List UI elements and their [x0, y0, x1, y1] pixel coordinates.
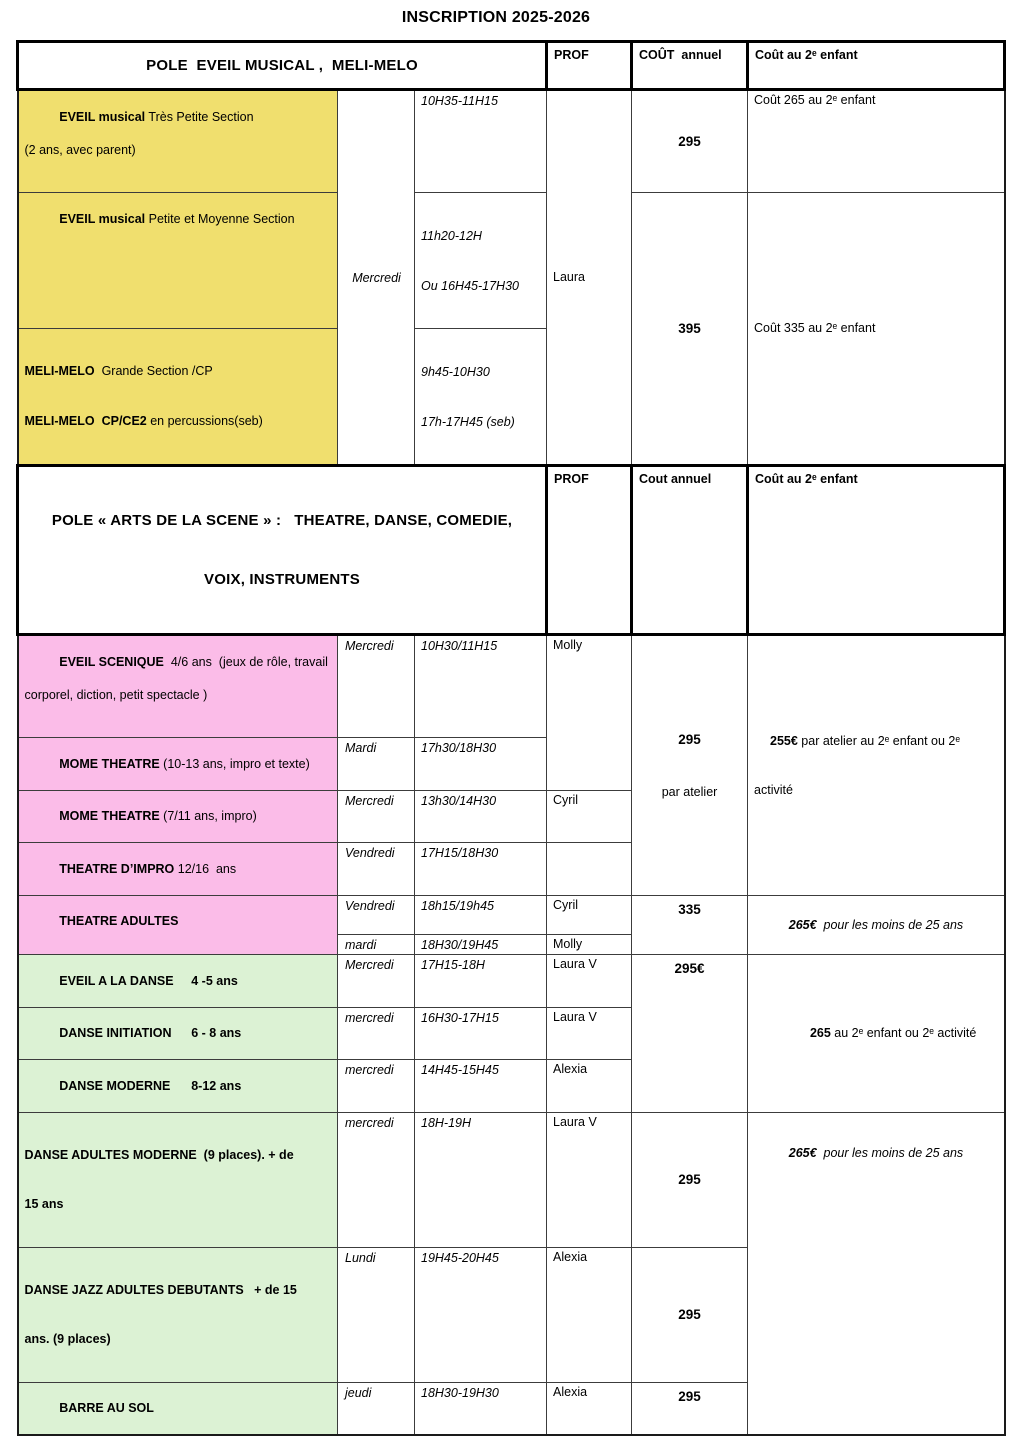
inscription-table — [16, 40, 1006, 1436]
cost-cell-295-jazz: 295 — [632, 1247, 748, 1382]
cost-cell-395: 395 — [632, 193, 748, 466]
time-cell-jazz: 19H45-20H45 — [415, 1247, 547, 1382]
prof-cell-laura-v-1: Laura V — [547, 955, 632, 1008]
second-child-cell-265-danse: 265 au 2ᵉ enfant ou 2ᵉ activité — [748, 955, 1005, 1113]
day-cell-adultes-mardi: mardi — [338, 934, 415, 955]
day-cell-moderne: mercredi — [338, 1060, 415, 1113]
day-cell-eveil-danse: Mercredi — [338, 955, 415, 1008]
time-cell-eveil-scenique: 10H30/11H15 — [415, 635, 547, 738]
day-cell-musical: Mercredi — [338, 90, 415, 466]
activity-mome-theatre-711: MOME THEATRE (7/11 ans, impro) — [18, 790, 338, 843]
time-cell-barre: 18H30-19H30 — [415, 1382, 547, 1435]
second-child-cell-265: Coût 265 au 2ᵉ enfant — [748, 90, 1005, 193]
prof-cell-laura: Laura — [547, 90, 632, 466]
day-cell-initiation: mercredi — [338, 1007, 415, 1060]
header1-cost-label: COÛT annuel — [632, 42, 748, 90]
second-child-cell-335: Coût 335 au 2ᵉ enfant — [748, 193, 1005, 466]
day-cell-mome-1013: Mardi — [338, 738, 415, 791]
activity-danse-moderne: DANSE MODERNE 8-12 ans — [18, 1060, 338, 1113]
cost-cell-295-atelier: 295 par atelier — [632, 635, 748, 896]
prof-cell-adultes-cyril: Cyril — [547, 895, 632, 934]
row-eveil-musical-pms — [18, 193, 1005, 329]
time-cell-initiation: 16H30-17H15 — [415, 1007, 547, 1060]
activity-danse-initiation: DANSE INITIATION 6 - 8 ans — [18, 1007, 338, 1060]
prof-cell-alexia-1: Alexia — [547, 1060, 632, 1113]
prof-cell-laura-v-3: Laura V — [547, 1112, 632, 1247]
header1-second-child-label: Coût au 2ᵉ enfant — [748, 42, 1005, 90]
section-title-scene: POLE « ARTS DE LA SCENE » : THEATRE, DANSE, COMEDIE, VOIX, INSTRUMENTS — [18, 466, 547, 635]
cost-cell-335: 335 — [632, 895, 748, 955]
cost-cell-295-barre: 295 — [632, 1382, 748, 1435]
activity-eveil-danse: EVEIL A LA DANSE 4 -5 ans — [18, 955, 338, 1008]
prof-cell-cyril: Cyril — [547, 790, 632, 843]
header2-prof-label: PROF — [547, 466, 632, 635]
time-cell-impro: 17H15/18H30 — [415, 843, 547, 896]
time-cell-tps: 10H35-11H15 — [415, 90, 547, 193]
activity-meli-melo: MELI-MELO Grande Section /CP MELI-MELO CP/CE2 en percussions(seb) — [18, 329, 338, 466]
activity-eveil-scenique: EVEIL SCENIQUE 4/6 ans (jeux de rôle, travail corporel, diction, petit spectacle ) — [18, 635, 338, 738]
time-cell-meli-melo: 9h45-10H30 17h-17H45 (seb) — [415, 329, 547, 466]
prof-cell-alexia-2: Alexia — [547, 1247, 632, 1382]
row-eveil-musical-tps — [18, 90, 1005, 193]
section-title-musical: POLE EVEIL MUSICAL , MELI-MELO — [18, 42, 547, 90]
row-danse-adultes-moderne — [18, 1112, 1005, 1247]
prof-cell-empty — [547, 843, 632, 896]
row-eveil-scenique — [18, 635, 1005, 738]
activity-danse-jazz: DANSE JAZZ ADULTES DEBUTANTS + de 15 ans. (9 places) — [18, 1247, 338, 1382]
header2-cost-label: Cout annuel — [632, 466, 748, 635]
header2-second-child-label: Coût au 2ᵉ enfant — [748, 466, 1005, 635]
activity-theatre-adultes: THEATRE ADULTES — [18, 895, 338, 955]
time-cell-adultes-vendredi: 18h15/19h45 — [415, 895, 547, 934]
cost-cell-295e: 295€ — [632, 955, 748, 1113]
activity-danse-adultes-moderne: DANSE ADULTES MODERNE (9 places). + de 15 ans — [18, 1112, 338, 1247]
time-cell-mome-1013: 17h30/18H30 — [415, 738, 547, 791]
cost-cell-295-adultes-moderne: 295 — [632, 1112, 748, 1247]
activity-eveil-musical-tps: EVEIL musical Très Petite Section (2 ans, avec parent) — [18, 90, 338, 193]
second-child-cell-265-moins25: 265€ pour les moins de 25 ans — [748, 895, 1005, 955]
row-eveil-danse — [18, 955, 1005, 1008]
activity-mome-theatre-1013: MOME THEATRE (10-13 ans, impro et texte) — [18, 738, 338, 791]
time-cell-pms: 11h20-12H Ou 16H45-17H30 — [415, 193, 547, 329]
time-cell-adultes-mardi: 18H30/19H45 — [415, 934, 547, 955]
prof-cell-molly: Molly — [547, 635, 632, 791]
second-child-cell-255: 255€ par atelier au 2ᵉ enfant ou 2ᵉ activité — [748, 635, 1005, 896]
row-theatre-adultes-1 — [18, 895, 1005, 934]
time-cell-adultes-moderne: 18H-19H — [415, 1112, 547, 1247]
time-cell-moderne: 14H45-15H45 — [415, 1060, 547, 1113]
cost-cell-295: 295 — [632, 90, 748, 193]
activity-theatre-impro: THEATRE D’IMPRO 12/16 ans — [18, 843, 338, 896]
time-cell-mome-711: 13h30/14H30 — [415, 790, 547, 843]
activity-barre-au-sol: BARRE AU SOL — [18, 1382, 338, 1435]
header1-prof-label: PROF — [547, 42, 632, 90]
second-child-cell-265-moins25-danse: 265€ pour les moins de 25 ans — [748, 1112, 1005, 1435]
day-cell-adultes-moderne: mercredi — [338, 1112, 415, 1247]
day-cell-adultes-vendredi: Vendredi — [338, 895, 415, 934]
page-title: INSCRIPTION 2025-2026 — [401, 9, 591, 26]
prof-cell-laura-v-2: Laura V — [547, 1007, 632, 1060]
activity-eveil-musical-pms: EVEIL musical Petite et Moyenne Section — [18, 193, 338, 329]
day-cell-impro: Vendredi — [338, 843, 415, 896]
time-cell-eveil-danse: 17H15-18H — [415, 955, 547, 1008]
prof-cell-adultes-molly: Molly — [547, 934, 632, 955]
header-row-scene — [18, 466, 1005, 635]
day-cell-mome-711: Mercredi — [338, 790, 415, 843]
day-cell-eveil-scenique: Mercredi — [338, 635, 415, 738]
day-cell-jazz: Lundi — [338, 1247, 415, 1382]
header-row-musical — [18, 42, 1005, 90]
day-cell-barre: jeudi — [338, 1382, 415, 1435]
prof-cell-alexia-3: Alexia — [547, 1382, 632, 1435]
